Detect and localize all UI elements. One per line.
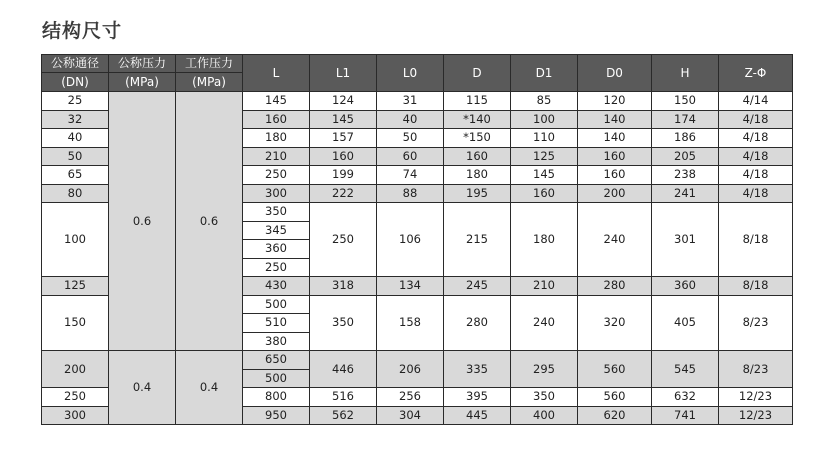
cell-dn: 150 [42,295,109,351]
cell-dn: 25 [42,92,109,111]
cell-dn: 250 [42,388,109,407]
header-D0: D0 [578,55,652,92]
cell-H: 238 [652,166,719,185]
cell-H: 545 [652,351,719,388]
cell-D: *140 [444,110,511,129]
cell-L1: 199 [310,166,377,185]
cell-D0: 560 [578,388,652,407]
cell-D1: 110 [511,129,578,148]
cell-L: 300 [243,184,310,203]
cell-L0: 31 [377,92,444,111]
cell-D0: 620 [578,406,652,425]
cell-D0: 160 [578,166,652,185]
cell-L0: 158 [377,295,444,351]
header-L: L [243,55,310,92]
cell-D0: 280 [578,277,652,296]
cell-H: 241 [652,184,719,203]
cell-Z: 4/18 [719,110,793,129]
cell-L0: 106 [377,203,444,277]
cell-Z: 12/23 [719,388,793,407]
cell-L: 500 [243,369,310,388]
cell-L: 250 [243,258,310,277]
cell-L: 210 [243,147,310,166]
cell-working-pressure: 0.6 [176,92,243,351]
header-Z: Z-Φ [719,55,793,92]
cell-L0: 50 [377,129,444,148]
cell-D: 280 [444,295,511,351]
header-dn-name: 公称通径 [42,55,109,73]
cell-L1: 250 [310,203,377,277]
cell-L: 360 [243,240,310,259]
cell-Z: 4/18 [719,166,793,185]
cell-D1: 100 [511,110,578,129]
cell-Z: 8/18 [719,203,793,277]
cell-D0: 160 [578,147,652,166]
cell-L0: 206 [377,351,444,388]
header-pn-name: 公称压力 [109,55,176,73]
cell-dn: 200 [42,351,109,388]
header-L0: L0 [377,55,444,92]
header-wp-name: 工作压力 [176,55,243,73]
cell-D: 335 [444,351,511,388]
header-dn-unit: (DN) [42,73,109,92]
cell-D: 180 [444,166,511,185]
cell-D: 445 [444,406,511,425]
cell-D0: 200 [578,184,652,203]
table-body [42,92,793,425]
cell-dn: 50 [42,147,109,166]
cell-L: 500 [243,295,310,314]
cell-D1: 125 [511,147,578,166]
cell-L1: 157 [310,129,377,148]
header-pn-unit: (MPa) [109,73,176,92]
cell-L1: 160 [310,147,377,166]
cell-L0: 40 [377,110,444,129]
cell-dn: 125 [42,277,109,296]
cell-dn: 300 [42,406,109,425]
cell-L1: 222 [310,184,377,203]
cell-L: 350 [243,203,310,222]
cell-Z: 4/18 [719,147,793,166]
cell-L: 800 [243,388,310,407]
cell-H: 632 [652,388,719,407]
cell-D1: 400 [511,406,578,425]
cell-D: 215 [444,203,511,277]
cell-Z: 8/23 [719,295,793,351]
cell-L: 650 [243,351,310,370]
cell-D0: 140 [578,129,652,148]
cell-L1: 318 [310,277,377,296]
cell-H: 301 [652,203,719,277]
cell-L: 160 [243,110,310,129]
cell-D1: 210 [511,277,578,296]
cell-D1: 145 [511,166,578,185]
cell-working-pressure: 0.4 [176,351,243,425]
header-L1: L1 [310,55,377,92]
cell-H: 405 [652,295,719,351]
header-wp-unit: (MPa) [176,73,243,92]
dimension-table [41,54,793,425]
cell-D1: 160 [511,184,578,203]
table-row [42,351,793,370]
cell-D1: 350 [511,388,578,407]
cell-D1: 85 [511,92,578,111]
header-D: D [444,55,511,92]
cell-D0: 560 [578,351,652,388]
cell-dn: 32 [42,110,109,129]
cell-nominal-pressure: 0.4 [109,351,176,425]
header-H: H [652,55,719,92]
header-D1: D1 [511,55,578,92]
cell-L0: 74 [377,166,444,185]
cell-D1: 295 [511,351,578,388]
cell-L1: 124 [310,92,377,111]
cell-L: 250 [243,166,310,185]
cell-D1: 180 [511,203,578,277]
cell-dn: 80 [42,184,109,203]
table-header [42,55,793,92]
table-row [42,92,793,111]
cell-L: 380 [243,332,310,351]
cell-Z: 4/14 [719,92,793,111]
cell-L: 950 [243,406,310,425]
cell-nominal-pressure: 0.6 [109,92,176,351]
cell-L: 510 [243,314,310,333]
cell-L1: 446 [310,351,377,388]
cell-D1: 240 [511,295,578,351]
cell-H: 205 [652,147,719,166]
cell-Z: 4/18 [719,184,793,203]
cell-D: 115 [444,92,511,111]
cell-L1: 516 [310,388,377,407]
cell-dn: 100 [42,203,109,277]
cell-L: 145 [243,92,310,111]
cell-D0: 140 [578,110,652,129]
cell-H: 186 [652,129,719,148]
cell-D: 245 [444,277,511,296]
cell-L0: 134 [377,277,444,296]
cell-H: 174 [652,110,719,129]
cell-L0: 60 [377,147,444,166]
cell-D: 395 [444,388,511,407]
cell-Z: 12/23 [719,406,793,425]
cell-L1: 145 [310,110,377,129]
cell-D: 195 [444,184,511,203]
cell-L0: 256 [377,388,444,407]
cell-L0: 88 [377,184,444,203]
cell-dn: 40 [42,129,109,148]
cell-Z: 4/18 [719,129,793,148]
cell-L1: 562 [310,406,377,425]
cell-D: 160 [444,147,511,166]
cell-L: 180 [243,129,310,148]
section-title: 结构尺寸 [42,20,123,42]
cell-H: 360 [652,277,719,296]
cell-Z: 8/23 [719,351,793,388]
cell-D0: 120 [578,92,652,111]
cell-D0: 240 [578,203,652,277]
cell-H: 741 [652,406,719,425]
cell-D: *150 [444,129,511,148]
cell-H: 150 [652,92,719,111]
cell-L0: 304 [377,406,444,425]
cell-D0: 320 [578,295,652,351]
cell-L: 345 [243,221,310,240]
cell-Z: 8/18 [719,277,793,296]
cell-L1: 350 [310,295,377,351]
cell-dn: 65 [42,166,109,185]
cell-L: 430 [243,277,310,296]
